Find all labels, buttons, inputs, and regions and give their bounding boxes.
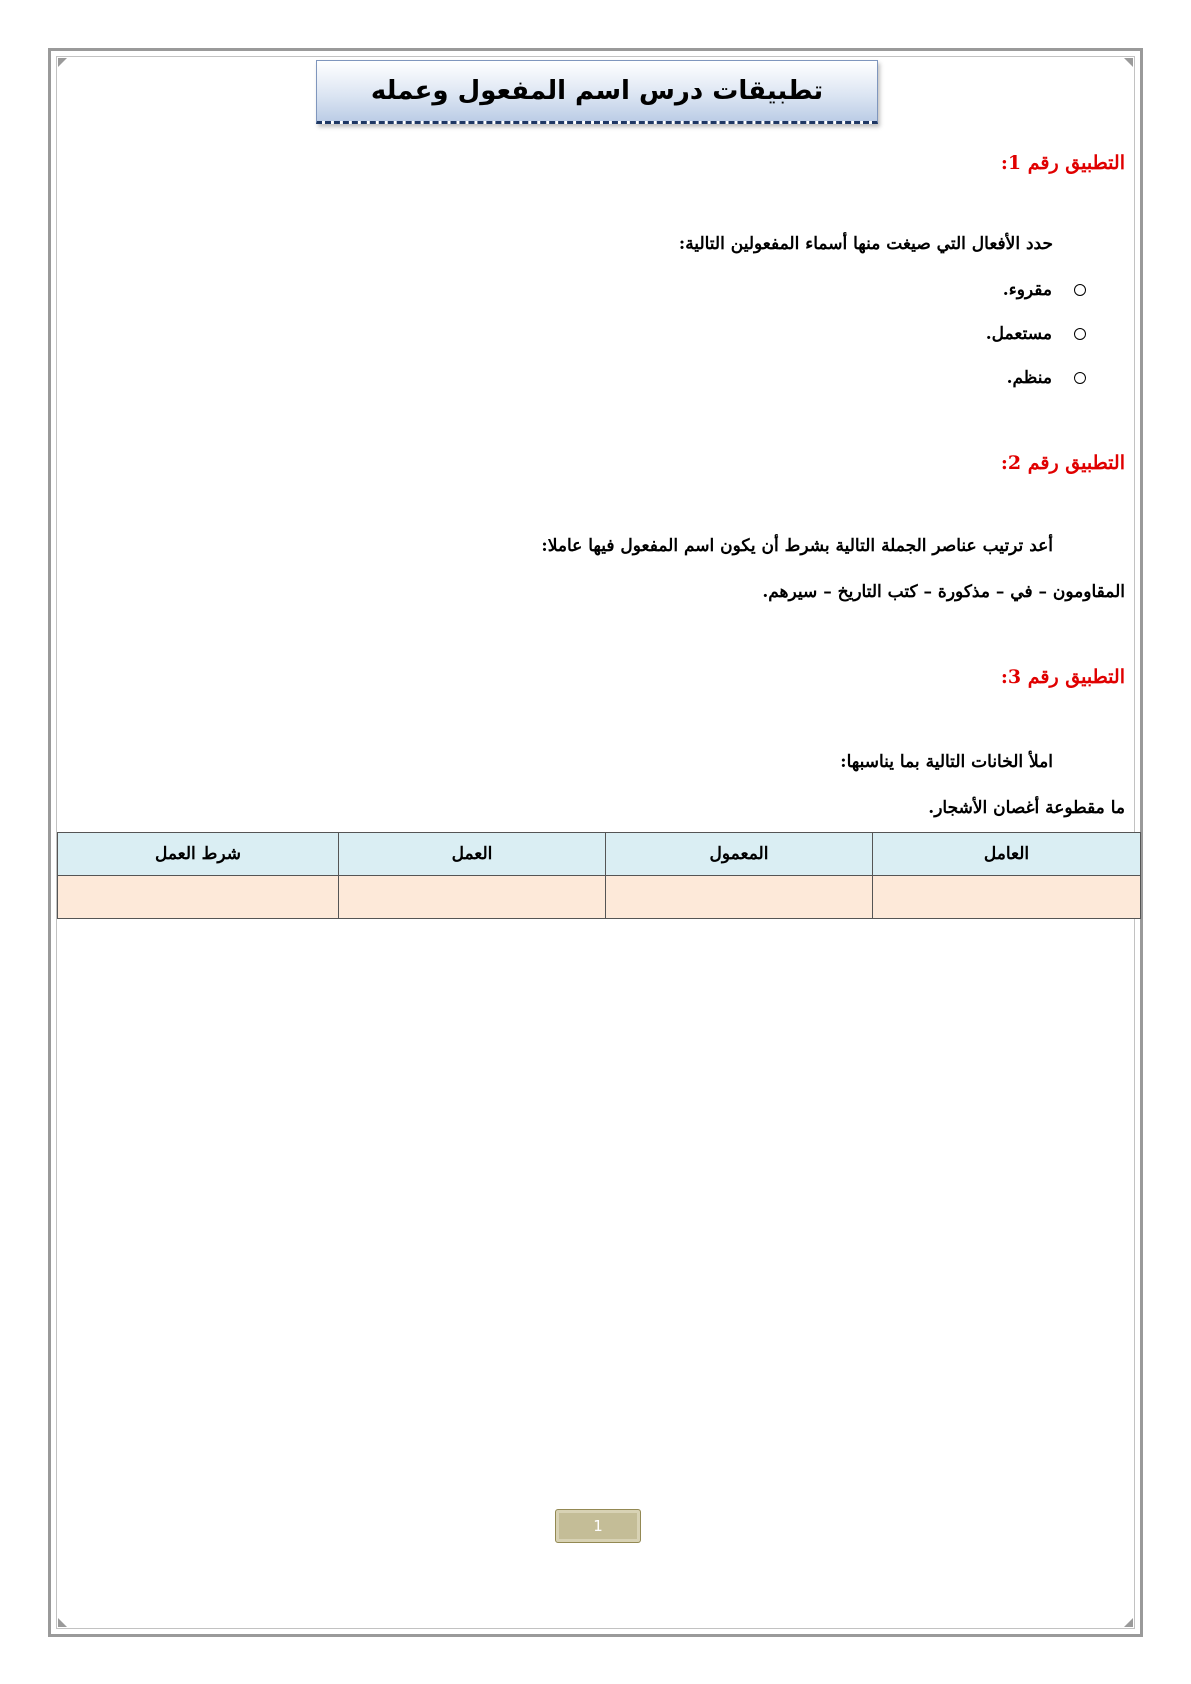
app1-heading: التطبيق رقم 1: — [1000, 152, 1125, 174]
table-header-cell: المعمول — [606, 833, 873, 876]
table-cell-answer — [58, 876, 339, 919]
list-item — [986, 324, 1086, 344]
list-item — [1007, 368, 1086, 388]
app2-instruction: أعد ترتيب عناصر الجملة التالية بشرط أن يكون اسم المفعول فيها عاملا: — [541, 536, 1053, 556]
title-banner — [316, 60, 878, 124]
table-cell-answer — [606, 876, 873, 919]
corner-ornament — [1124, 58, 1133, 67]
answer-table — [57, 832, 1141, 919]
table-cell-answer — [339, 876, 606, 919]
circle-bullet-icon — [1074, 372, 1086, 384]
list-item-text: مقروء. — [1002, 280, 1052, 300]
app1-instruction: حدد الأفعال التي صيغت منها أسماء المفعولين التالية: — [678, 234, 1053, 254]
list-item-text: منظم. — [1006, 368, 1052, 388]
table-header-cell: العامل — [873, 833, 1141, 876]
circle-bullet-icon — [1074, 284, 1086, 296]
page-title: تطبيقات درس اسم المفعول وعمله — [370, 76, 824, 106]
table-header-cell: العمل — [339, 833, 606, 876]
page-number: 1 — [555, 1509, 641, 1543]
app3-instruction: املأ الخانات التالية بما يناسبها: — [840, 752, 1053, 772]
app2-heading: التطبيق رقم 2: — [1000, 452, 1125, 474]
table-header-row — [58, 833, 1141, 876]
app2-sentence: المقاومون – في – مذكورة – كتب التاريخ – سيرهم. — [762, 582, 1125, 602]
table-cell-answer — [873, 876, 1141, 919]
corner-ornament — [1124, 1618, 1133, 1627]
app3-sentence: ما مقطوعة أغصان الأشجار. — [928, 798, 1125, 818]
corner-ornament — [58, 58, 67, 67]
list-item — [1003, 280, 1086, 300]
list-item-text: مستعمل. — [985, 324, 1052, 344]
circle-bullet-icon — [1074, 328, 1086, 340]
table-row — [58, 876, 1141, 919]
app3-heading: التطبيق رقم 3: — [1000, 666, 1125, 688]
corner-ornament — [58, 1618, 67, 1627]
table-header-cell: شرط العمل — [58, 833, 339, 876]
